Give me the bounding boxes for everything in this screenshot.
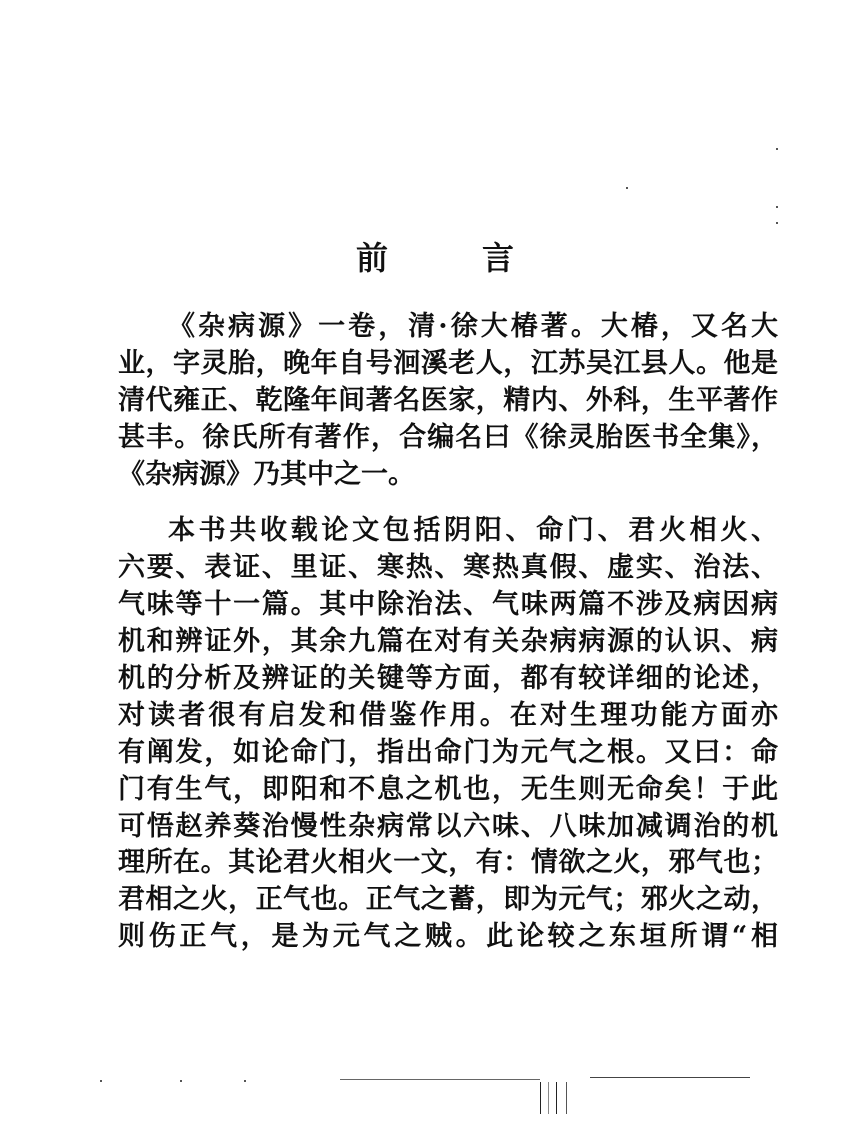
scan-speck [100, 1080, 102, 1082]
text-line: 理所在。其论君火相火一文，有：情欲之火，邪气也； [118, 847, 778, 879]
binding-mark [540, 1082, 541, 1114]
text-line: 对读者很有启发和借鉴作用。在对生理功能方面亦 [118, 699, 778, 731]
paragraph-1 [118, 309, 778, 493]
footer-rule [340, 1079, 540, 1080]
text-line: 可悟赵养葵治慢性杂病常以六味、八味加减调治的机 [118, 810, 778, 842]
scan-speck [776, 206, 778, 208]
text-line: 门有生气，即阳和不息之机也，无生则无命矣！于此 [118, 773, 778, 805]
document-body [118, 309, 778, 956]
text-line: 有阐发，如论命门，指出命门为元气之根。又曰：命 [118, 736, 778, 768]
scan-speck [776, 148, 778, 150]
binding-mark [548, 1082, 549, 1114]
title-char-2: 言 [482, 239, 515, 277]
text-line: 甚丰。徐氏所有著作，合编名曰《徐灵胎医书全集》， [118, 421, 778, 453]
page-title [0, 236, 866, 280]
text-line: 机和辨证外，其余九篇在对有关杂病病源的认识、病 [118, 626, 778, 658]
text-line: 机的分析及辨证的关键等方面，都有较详细的论述， [118, 663, 778, 695]
paragraph-2 [118, 513, 778, 956]
footer-rule [590, 1077, 750, 1078]
text-line: 六要、表证、里证、寒热、寒热真假、虚实、治法、 [118, 552, 778, 584]
text-line: 清代雍正、乾隆年间著名医家，精内、外科，生平著作 [118, 384, 778, 416]
text-line: 业，字灵胎，晚年自号洄溪老人，江苏吴江县人。他是 [118, 347, 778, 379]
binding-mark [556, 1082, 557, 1114]
scan-speck [244, 1080, 246, 1082]
text-line: 气味等十一篇。其中除治法、气味两篇不涉及病因病 [118, 589, 778, 621]
scan-speck [776, 222, 778, 224]
scan-speck [626, 187, 628, 189]
title-char-1: 前 [356, 239, 389, 277]
text-line: 《杂病源》乃其中之一。 [118, 458, 415, 490]
scan-speck [180, 1080, 182, 1082]
binding-mark [566, 1082, 567, 1114]
text-line: 本书共收载论文包括阴阳、命门、君火相火、 [168, 515, 778, 547]
text-line: 君相之火，正气也。正气之蓄，即为元气；邪火之动， [118, 884, 778, 916]
text-line: 则伤正气，是为元气之贼。此论较之东垣所谓“相 [118, 921, 778, 953]
text-line: 《杂病源》一卷，清·徐大椿著。大椿，又名大 [168, 311, 778, 342]
